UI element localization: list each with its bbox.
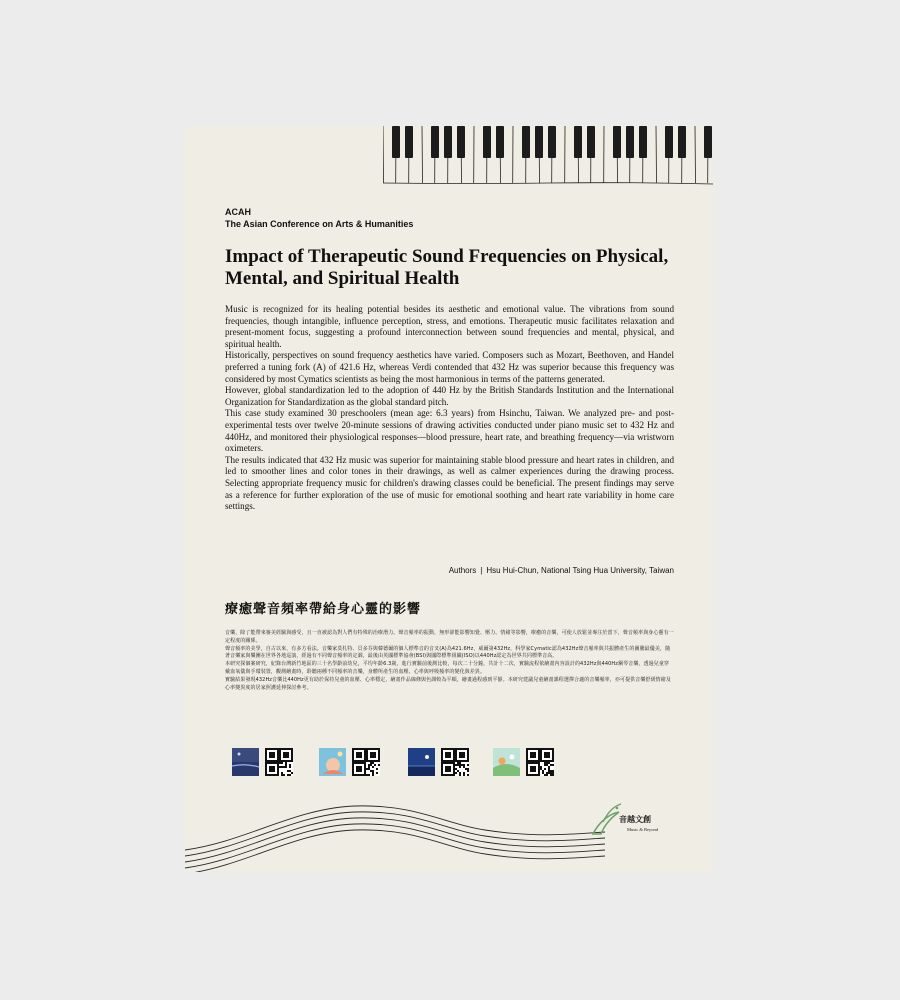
chinese-paragraph: 實驗結果發現432Hz音樂比440Hz更有助於保持兒童的血壓、心率穩定，繪畫作品線條與色調較為平順，繪畫過程感到平靜。本研究建議兒童繪畫課程選擇合適的音樂頻率，亦可提供音樂舒緩情緒及心率變異度的居家照護延伸探討參考。 bbox=[225, 676, 671, 691]
authors-line bbox=[449, 566, 674, 575]
abstract-paragraph: The results indicated that 432 Hz music was superior for maintaining stable blood pressure and heart rates in children, and led to smoother lines and color tones in their drawings, as well as calmer experiences during the drawing process. Selecting appropriate frequency music for children's drawing classes could be beneficial. The present findings may serve as a reference for further exploration of the use of music for emotional soothing and heart rate variability in home care settings. bbox=[225, 454, 674, 512]
english-abstract bbox=[225, 304, 674, 513]
conference-acronym: ACAH bbox=[225, 207, 251, 217]
abstract-paragraph: However, global standardization led to the adoption of 440 Hz by the British Standards Institution and the International Organization for Standardization as the global standard pitch. bbox=[225, 385, 674, 407]
album-cover-1 bbox=[232, 748, 259, 776]
chinese-paragraph: 本研究探個案研究，紀錄台灣新竹地區的三十名學齡前幼兒，平均年齡6.3歲，進行實驗前後測比較，每次二十分鐘，共計十二次，實驗流程依繪畫內容設計的432Hz與440Hz鋼琴音樂，透過兒童穿戴血氧儀與手環裝置，觀測繪畫時，聆聽兩種不同頻率的音樂，身體所產生的血壓、心率與呼吸頻率的變化與差異。 bbox=[225, 661, 670, 675]
abstract-paragraph: Music is recognized for its healing potential besides its aesthetic and emotional value. The vibrations from sound frequencies, though intangible, influence perception, stress, and emotions. Therapeutic music facilitates relaxation and present-moment focus, suggesting a profound interconnection between sound frequencies and mental, physical, and spiritual health. bbox=[225, 304, 674, 349]
logo-chinese-text: 音越文創 bbox=[619, 815, 651, 824]
poster bbox=[185, 126, 713, 872]
chinese-title: 療癒聲音頻率帶給身心靈的影響 bbox=[225, 602, 422, 617]
music-and-beyond-logo bbox=[589, 800, 699, 850]
authors-label: Authors bbox=[448, 566, 477, 575]
conference-name: The Asian Conference on Arts & Humanities bbox=[225, 219, 414, 229]
abstract-paragraph: Historically, perspectives on sound frequency aesthetics have varied. Composers such as Mozart, Beethoven, and Handel preferred a tuning fork (A) of 421.6 Hz, whereas Verdi contended that 432 Hz was superior because this frequency was considered by most Cymatics scientists as being the most harmonious in terms of the patterns generated. bbox=[225, 350, 674, 384]
qr-code-1[interactable] bbox=[265, 748, 293, 776]
chinese-paragraph: 音樂，除了能帶來審美經驗與感受，且一直被認為對人們有特殊的治療潛力。聲音頻率的振動，無形卻能影響知覺、壓力、情緒等影響，療癒的音樂，可使人放鬆並專注於當下，聲音頻率與身心靈有一定程度的關係。 bbox=[225, 630, 674, 644]
album-cover-4 bbox=[493, 748, 520, 776]
bird-note-logo-icon bbox=[589, 800, 623, 840]
album-cover-3 bbox=[408, 748, 435, 776]
qr-code-4[interactable] bbox=[526, 748, 554, 776]
album-link-1[interactable] bbox=[232, 748, 293, 776]
abstract-paragraph: This case study examined 30 preschoolers (mean age: 6.3 years) from Hsinchu, Taiwan. We analyzed pre- and post-experimental tests over twelve 20-minute sessions of drawing activities conducted under piano music set to 432 Hz and 440Hz, and monitored their physiological responses—blood pressure, heart rate, and breathing frequency—via wristworn oximeters. bbox=[225, 408, 674, 454]
logo-english-text: Music & Beyond bbox=[627, 827, 658, 832]
authors-names: Hsu Hui-Chun, National Tsing Hua University, Taiwan bbox=[486, 566, 674, 575]
qr-code-2[interactable] bbox=[352, 748, 380, 776]
authors-separator: | bbox=[480, 566, 483, 575]
chinese-abstract bbox=[225, 630, 674, 692]
poster-title: Impact of Therapeutic Sound Frequencies on Physical, Mental, and Spiritual Health bbox=[225, 246, 669, 289]
chinese-paragraph: 聲音頻率的美學，自古以來，有多方看法。音樂家莫札特、貝多芬與韓德爾的個人標準音的音叉(A)為421.6Hz，威爾第432Hz，科學家Cymatic認為432Hz聲音頻率與共振體產生的圖騰最優美，隨著音樂家與樂團在世界各地巡演，經過有不同聲音頻率的定調，最後由英國標準協會(BSI)與國際標準組織(ISO)以440Hz認定為世界共同標準音高。 bbox=[225, 645, 671, 660]
album-link-2[interactable] bbox=[319, 748, 380, 776]
album-link-4[interactable] bbox=[493, 748, 554, 776]
piano-keys-illustration bbox=[383, 126, 713, 186]
conference-header bbox=[225, 206, 413, 230]
album-cover-2 bbox=[319, 748, 346, 776]
qr-code-3[interactable] bbox=[441, 748, 469, 776]
album-link-3[interactable] bbox=[408, 748, 469, 776]
